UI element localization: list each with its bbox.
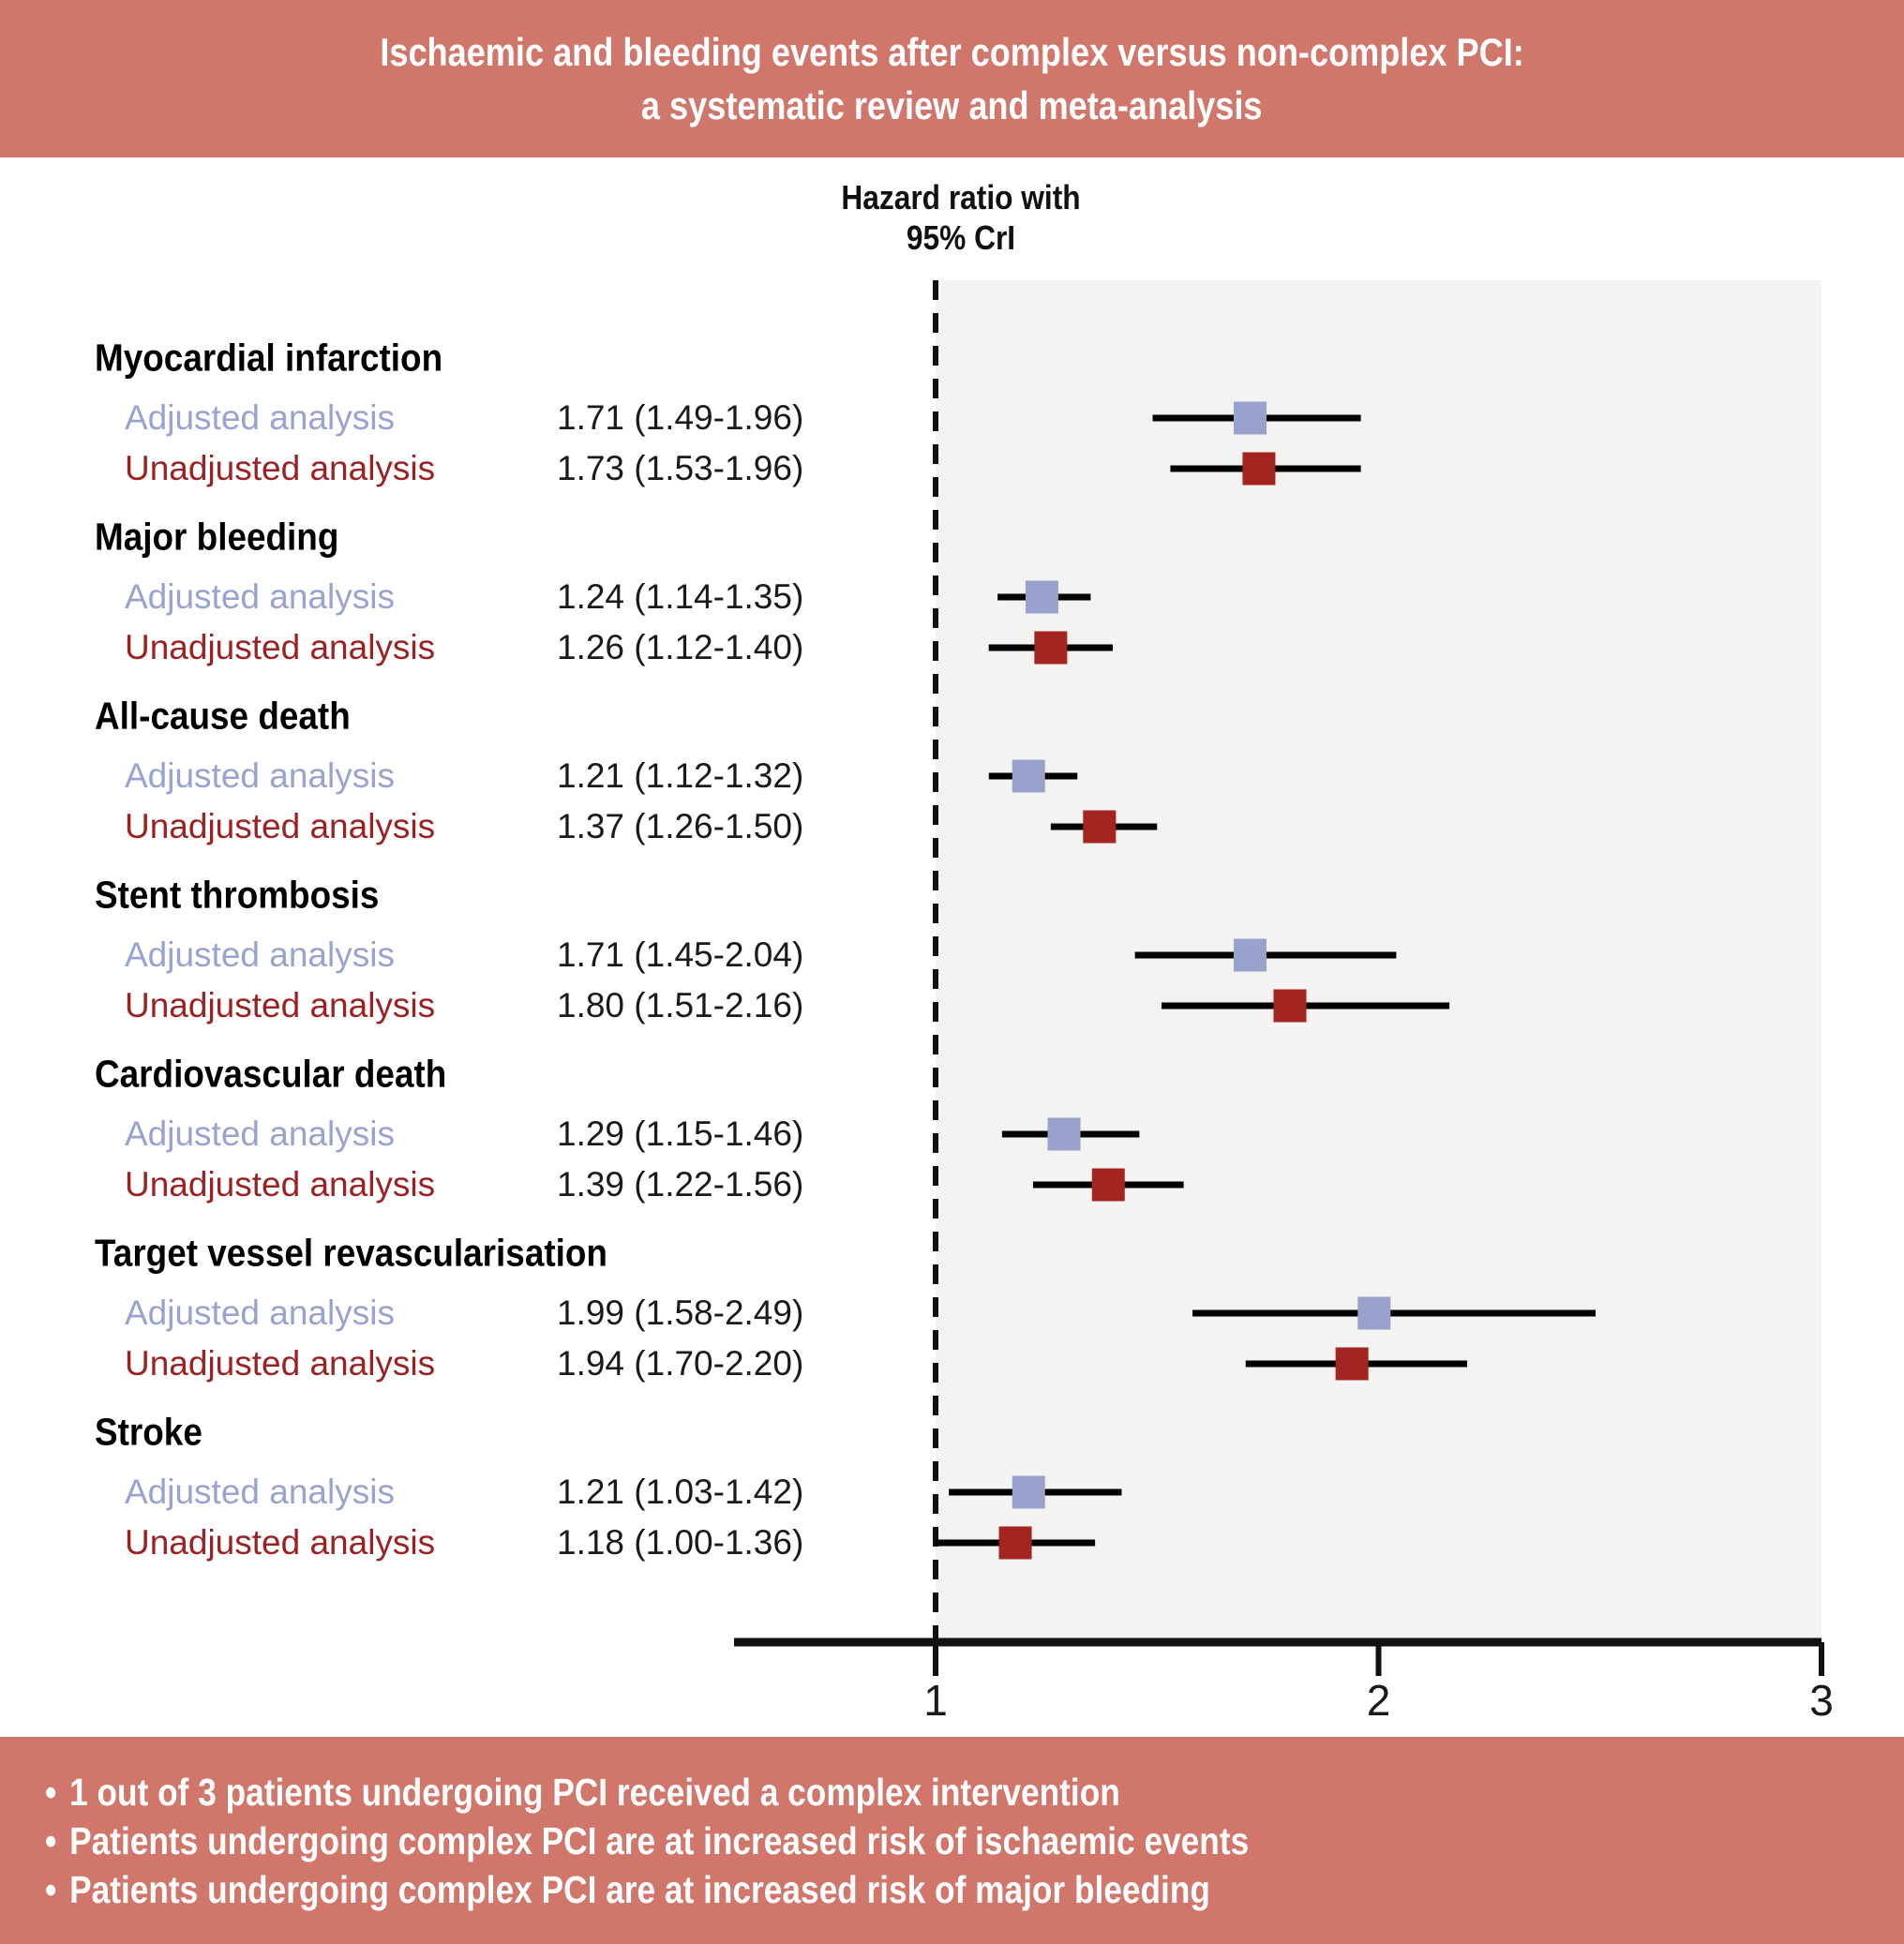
- adjusted-analysis-label: Adjusted analysis: [125, 1473, 395, 1511]
- bullet-icon: •: [45, 1818, 57, 1862]
- unadjusted-analysis-label: Unadjusted analysis: [125, 986, 436, 1024]
- hazard-header-line-1: Hazard ratio with: [841, 178, 1081, 217]
- outcome-section-header: Major bleeding: [95, 515, 339, 559]
- unadjusted-analysis-label: Unadjusted analysis: [125, 1165, 436, 1204]
- key-point-2: [45, 1817, 1249, 1865]
- bullet-icon: •: [45, 1867, 57, 1911]
- unadjusted-analysis-label: Unadjusted analysis: [125, 807, 436, 845]
- adjusted-hr-value: 1.99 (1.58-2.49): [557, 1294, 804, 1332]
- adjusted-analysis-label: Adjusted analysis: [125, 577, 395, 616]
- adjusted-analysis-label: Adjusted analysis: [125, 1114, 395, 1153]
- unadjusted-hr-value: 1.37 (1.26-1.50): [557, 807, 804, 845]
- hazard-header-line-2: 95% CrI: [906, 218, 1016, 257]
- unadjusted-hr-marker: [1092, 1169, 1125, 1202]
- adjusted-hr-value: 1.71 (1.49-1.96): [557, 398, 804, 437]
- unadjusted-hr-value: 1.80 (1.51-2.16): [557, 986, 804, 1024]
- adjusted-analysis-label: Adjusted analysis: [125, 398, 395, 437]
- unadjusted-hr-marker: [1083, 811, 1116, 844]
- key-points-band: [0, 1737, 1904, 1944]
- unadjusted-analysis-label: Unadjusted analysis: [125, 1523, 436, 1562]
- unadjusted-hr-marker: [1034, 632, 1067, 665]
- adjusted-hr-value: 1.29 (1.15-1.46): [557, 1114, 804, 1153]
- adjusted-analysis-label: Adjusted analysis: [125, 935, 395, 974]
- unadjusted-hr-value: 1.26 (1.12-1.40): [557, 628, 804, 666]
- outcome-section-header: Stent thrombosis: [95, 873, 380, 917]
- unadjusted-hr-marker: [1336, 1348, 1369, 1381]
- adjusted-hr-marker: [1048, 1118, 1081, 1151]
- adjusted-analysis-label: Adjusted analysis: [125, 756, 395, 795]
- outcome-section-header: Stroke: [95, 1410, 202, 1454]
- key-point-3: [45, 1865, 1210, 1914]
- adjusted-hr-value: 1.21 (1.12-1.32): [557, 756, 804, 795]
- page-title-line-1: Ischaemic and bleeding events after complex versus non-complex PCI:: [380, 30, 1524, 74]
- key-point-text: Patients undergoing complex PCI are at increased risk of major bleeding: [69, 1867, 1210, 1911]
- x-axis-tick-label: 2: [1366, 1676, 1391, 1725]
- adjusted-hr-marker: [1234, 402, 1267, 435]
- unadjusted-hr-marker: [999, 1527, 1032, 1560]
- adjusted-hr-value: 1.21 (1.03-1.42): [557, 1473, 804, 1511]
- x-axis-tick-label: 3: [1809, 1676, 1834, 1725]
- outcome-section-header: Cardiovascular death: [95, 1052, 447, 1096]
- x-axis-tick-label: 1: [923, 1676, 948, 1725]
- unadjusted-analysis-label: Unadjusted analysis: [125, 449, 436, 487]
- unadjusted-analysis-label: Unadjusted analysis: [125, 1344, 436, 1383]
- adjusted-hr-value: 1.71 (1.45-2.04): [557, 935, 804, 974]
- key-point-text: 1 out of 3 patients undergoing PCI received a complex intervention: [69, 1770, 1120, 1814]
- outcome-section-header: All-cause death: [95, 694, 351, 738]
- unadjusted-analysis-label: Unadjusted analysis: [125, 628, 436, 666]
- key-point-text: Patients undergoing complex PCI are at increased risk of ischaemic events: [69, 1818, 1250, 1862]
- page-title-line-2: a systematic review and meta-analysis: [641, 83, 1263, 127]
- adjusted-hr-marker: [1026, 581, 1058, 614]
- unadjusted-hr-value: 1.18 (1.00-1.36): [557, 1523, 804, 1562]
- bullet-icon: •: [45, 1770, 57, 1814]
- outcome-section-header: Target vessel revascularisation: [95, 1231, 607, 1275]
- unadjusted-hr-value: 1.94 (1.70-2.20): [557, 1344, 804, 1383]
- adjusted-hr-marker: [1012, 1476, 1045, 1509]
- adjusted-hr-marker: [1012, 760, 1045, 793]
- outcome-section-header: Myocardial infarction: [95, 336, 443, 380]
- key-point-1: [45, 1768, 1120, 1817]
- unadjusted-hr-marker: [1274, 990, 1307, 1023]
- adjusted-analysis-label: Adjusted analysis: [125, 1294, 395, 1332]
- adjusted-hr-marker: [1234, 939, 1267, 972]
- adjusted-hr-value: 1.24 (1.14-1.35): [557, 577, 804, 616]
- adjusted-hr-marker: [1357, 1297, 1390, 1330]
- unadjusted-hr-marker: [1242, 453, 1275, 486]
- unadjusted-hr-value: 1.39 (1.22-1.56): [557, 1165, 804, 1204]
- unadjusted-hr-value: 1.73 (1.53-1.96): [557, 449, 804, 487]
